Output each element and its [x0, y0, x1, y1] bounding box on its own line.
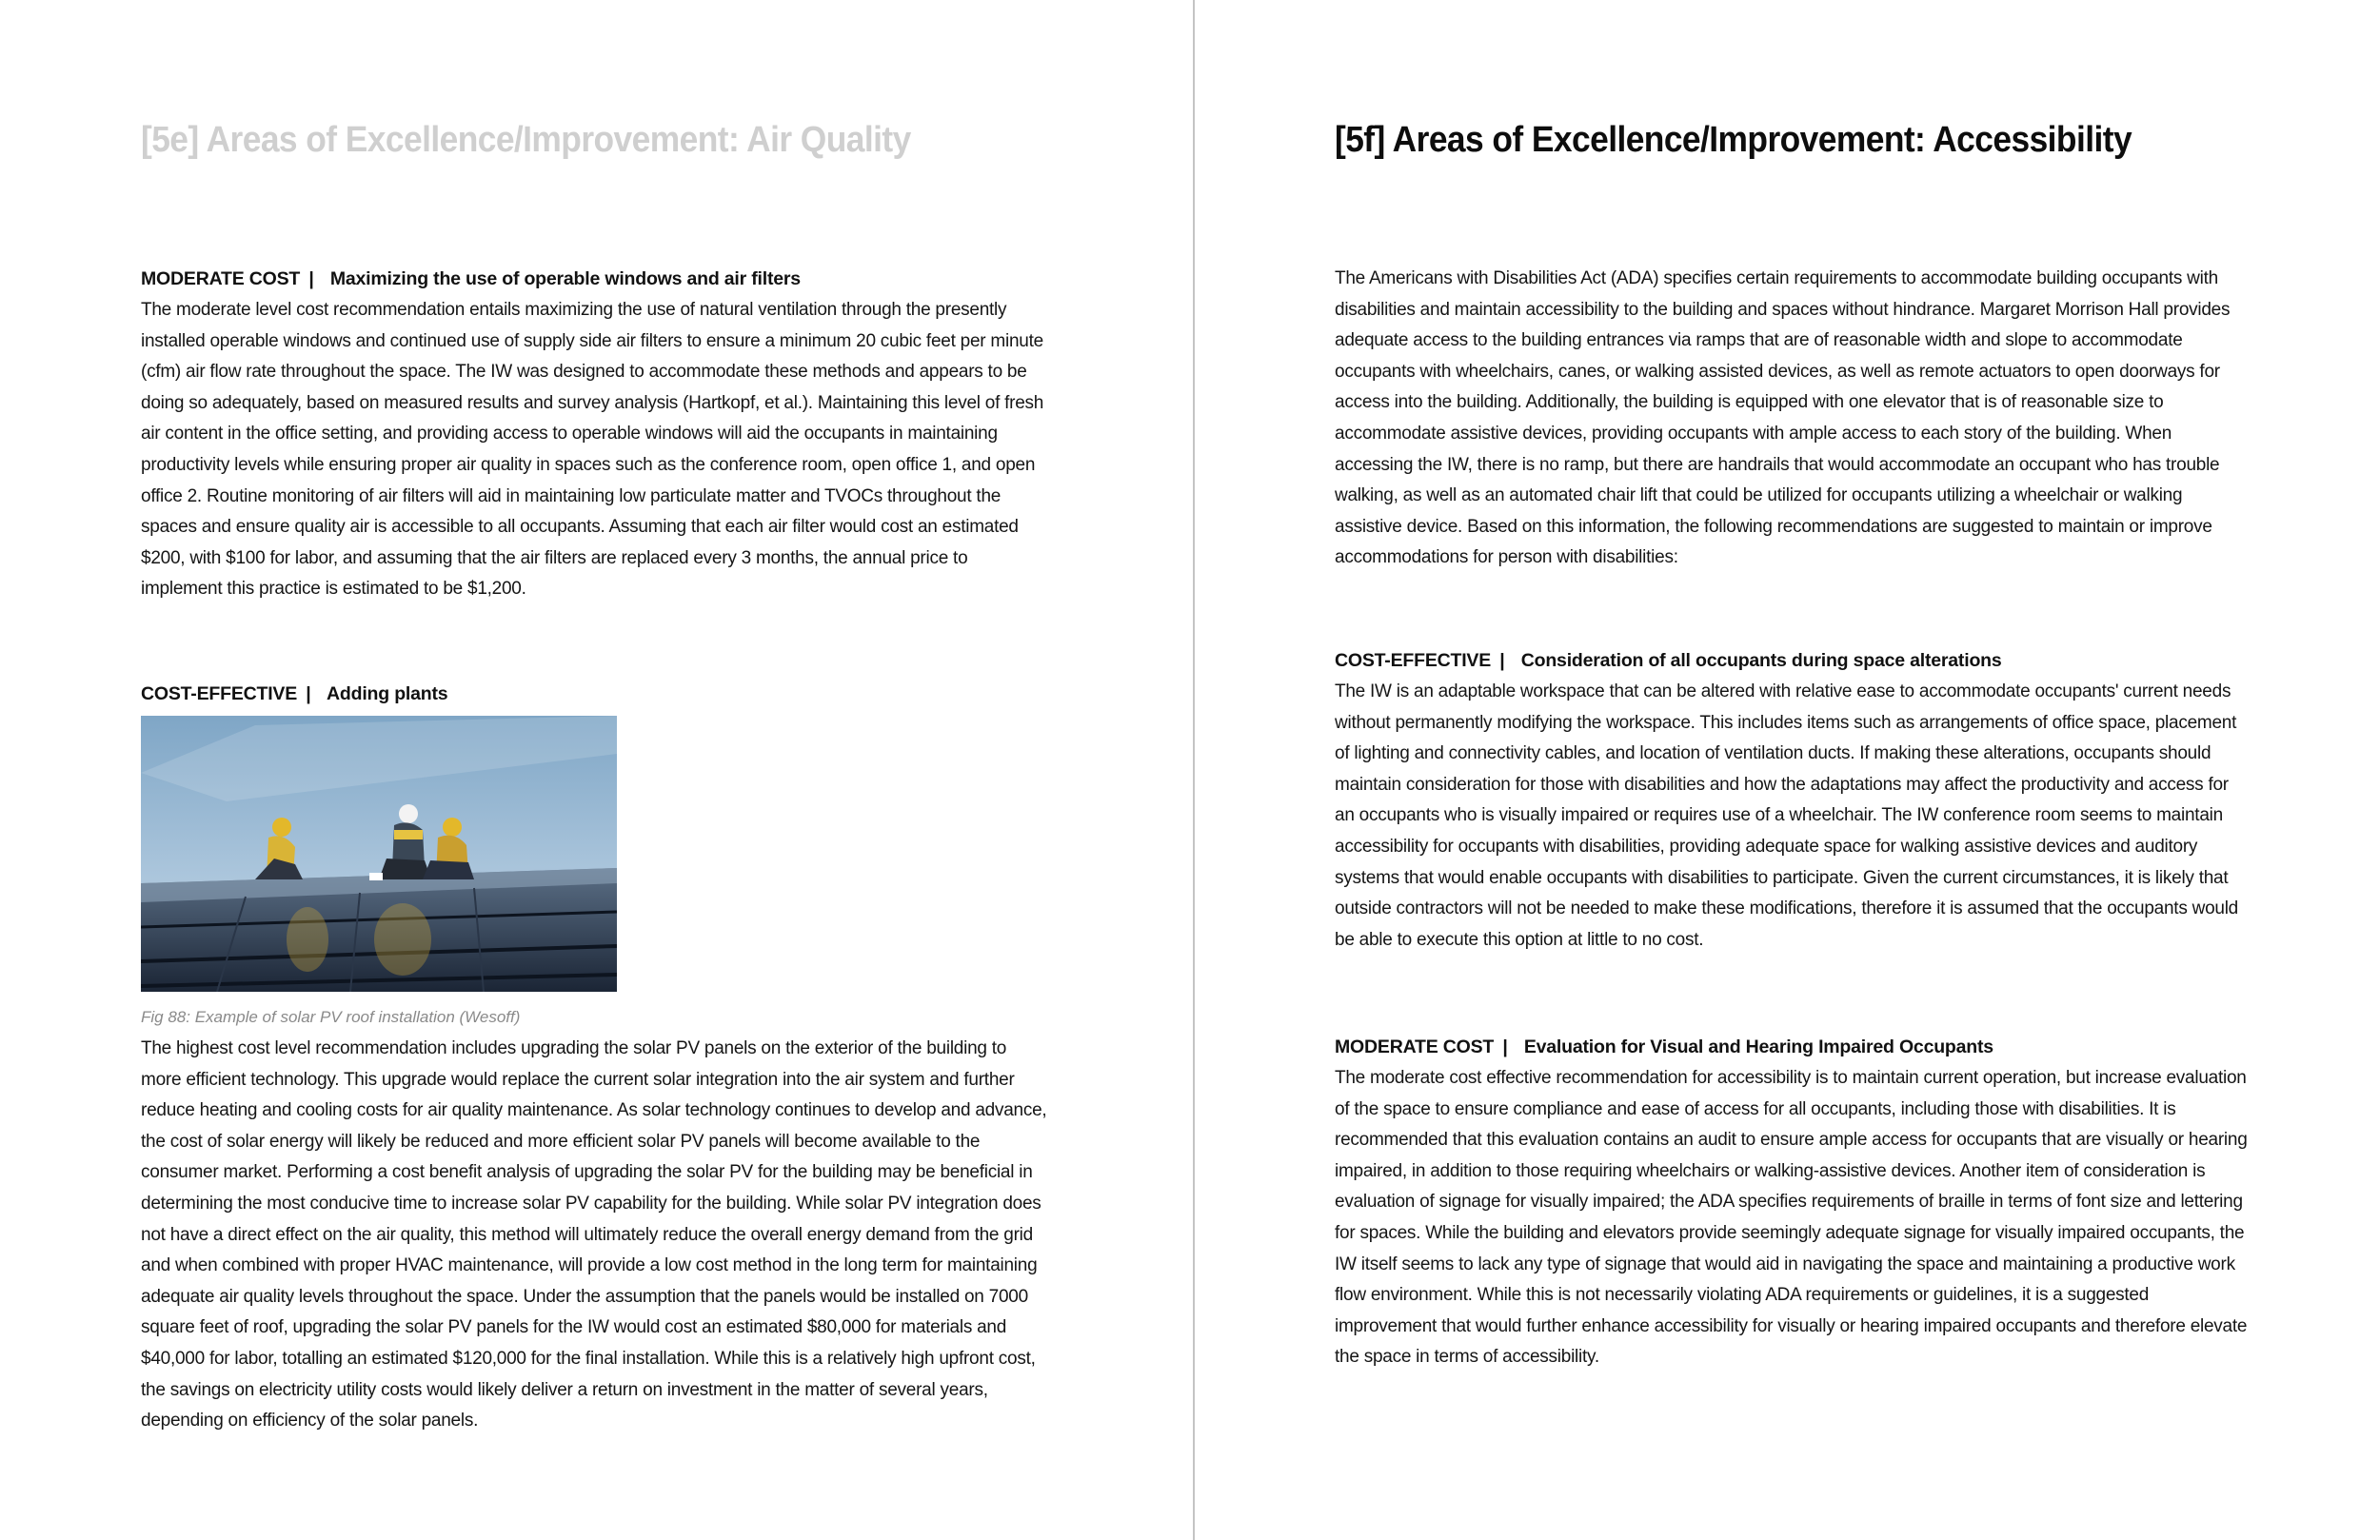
section-subtitle: Maximizing the use of operable windows and air filters [329, 268, 801, 289]
section-cost-effective-access [1335, 645, 2249, 956]
section-body: The moderate cost effective recommendation for accessibility is to maintain current operation, but increase evaluation of the space to ensure compliance and ease of access for all occupants, including those with disabilities. It is recommended that this evaluation contains an audit to ensure ample access for occupants that are visually or hearing impaired, in addition to those requiring wheelchairs or walking-assistive devices. Another item of consideration is evaluation of signage for visually impaired; the ADA specifies requirements of braille in terms of font size and lettering for spaces. While the building and elevators provide seemingly adequate signage for visually impaired occupants, the IW itself seems to lack any type of signage that would aid in navigating the space and maintaining a productive work flow environment. While this is not necessarily violating ADA requirements or guidelines, it is a suggested improvement that would further enhance accessibility for visually or hearing impaired occupants and therefore elevate the space in terms of accessibility. [1335, 1068, 2248, 1368]
heading-separator: | [306, 683, 311, 704]
section-heading [1335, 1032, 2249, 1063]
heading-separator: | [308, 268, 314, 289]
section-moderate-cost-air [141, 264, 1050, 605]
right-page [1195, 0, 2380, 1540]
section-heading [141, 679, 1050, 710]
section-heading [1335, 645, 2249, 677]
cost-tag: COST-EFFECTIVE [1335, 650, 1492, 671]
section-subtitle: Adding plants [327, 683, 448, 704]
section-body: The highest cost level recommendation includes upgrading the solar PV panels on the exterior of the building to more efficient technology. This upgrade would replace the current solar integration into the air system and further reduce heating and cooling costs for air quality maintenance. As solar technology continues to develop and advance, the cost of solar energy will likely be reduced and more efficient solar PV panels will become available to the consumer market. Performing a cost benefit analysis of upgrading the solar PV for the building may be beneficial in determining the most conducive time to increase solar PV capability for the building. While solar PV integration does not have a direct effect on the air quality, this method will ultimately reduce the overall energy demand from the grid and when combined with proper HVAC maintenance, will provide a low cost method in the long term for maintaining adequate air quality levels throughout the space. Under the assumption that the panels would be installed on 7000 square feet of roof, upgrading the solar PV panels for the IW would cost an estimated $80,000 for materials and $40,000 for labor, totalling an estimated $120,000 for the final installation. While this is a relatively high upfront cost, the savings on electricity utility costs would likely deliver a return on investment in the matter of several years, depending on efficiency of the solar panels. [141, 1038, 1047, 1431]
heading-separator: | [1499, 650, 1505, 671]
figure-caption: Fig 88: Example of solar PV roof installation (Wesoff) [141, 1008, 521, 1026]
intro-paragraph: The Americans with Disabilities Act (ADA) specifies certain requirements to accommodate building occupants with disabilities and maintain accessibility to the building and spaces without hindrance. Margaret Morrison Hall provides adequate access to the building entrances via ramps that are of reasonable width and slope to accommodate occupants with wheelchairs, canes, or walking assisted devices, as well as remote actuators to open doorways for access into the building. Additionally, the building is equipped with one elevator that is of reasonable size to accommodate assistive devices, providing occupants with ample access to each story of the building. When accessing the IW, there is no ramp, but there are handrails that would accommodate an occupant who has trouble walking, as well as an automated chair lift that could be utilized for occupants utilizing a wheelchair or walking assistive device. Based on this information, the following recommendations are suggested to maintain or improve accommodations for person with disabilities: [1335, 268, 2231, 568]
heading-separator: | [1502, 1037, 1508, 1057]
section-body: The moderate level cost recommendation entails maximizing the use of natural ventilation through the presently installed operable windows and continued use of supply side air filters to ensure a minimum 20 cubic feet per minute (cfm) air flow rate throughout the space. The IW was designed to accommodate these methods and appears to be doing so adequately, based on measured results and survey analysis (Hartkopf, et al.). Maintaining this level of fresh air content in the office setting, and providing access to operable windows will aid the occupants in maintaining productivity levels while ensuring proper air quality in spaces such as the conference room, open office 1, and open office 2. Routine monitoring of air filters will aid in maintaining low particulate matter and TVOCs throughout the spaces and ensure quality air is accessible to all occupants. Assuming that each air filter would cost an estimated $200, with $100 for labor, and assuming that the air filters are replaced every 3 months, the annual price to implement this practice is estimated to be $1,200. [141, 300, 1044, 600]
section-cost-effective-air [141, 679, 1050, 1437]
page-title-accessibility: [5f] Areas of Excellence/Improvement: Accessibility [1335, 120, 2132, 160]
section-heading [141, 264, 1050, 295]
cost-tag: MODERATE COST [1335, 1037, 1495, 1057]
section-moderate-cost-access [1335, 1032, 2249, 1373]
page-title-air-quality: [5e] Areas of Excellence/Improvement: Air Quality [141, 120, 911, 160]
cost-tag: COST-EFFECTIVE [141, 683, 298, 704]
solar-pv-photo [141, 716, 617, 992]
cost-tag: MODERATE COST [141, 268, 301, 289]
section-subtitle: Consideration of all occupants during space alterations [1520, 650, 2002, 671]
section-body: The IW is an adaptable workspace that can be altered with relative ease to accommodate occupants' current needs without permanently modifying the workspace. This includes items such as arrangements of office space, placement of lighting and connectivity cables, and location of ventilation ducts. If making these alterations, occupants should maintain consideration for those with disabilities and how the adaptations may affect the productivity and access for an occupants who is visually impaired or requires use of a wheelchair. The IW conference room seems to maintain accessibility for occupants with disabilities, providing adequate space for walking assistive devices and auditory systems that would enable occupants with disabilities to participate. Given the current circumstances, it is likely that outside contractors will not be needed to make these modifications, therefore it is assumed that the occupants would be able to execute this option at little to no cost. [1335, 681, 2238, 950]
intro-section [1335, 264, 2249, 574]
section-subtitle: Evaluation for Visual and Hearing Impaired Occupants [1523, 1037, 1993, 1057]
solar-installation-image [141, 716, 617, 992]
